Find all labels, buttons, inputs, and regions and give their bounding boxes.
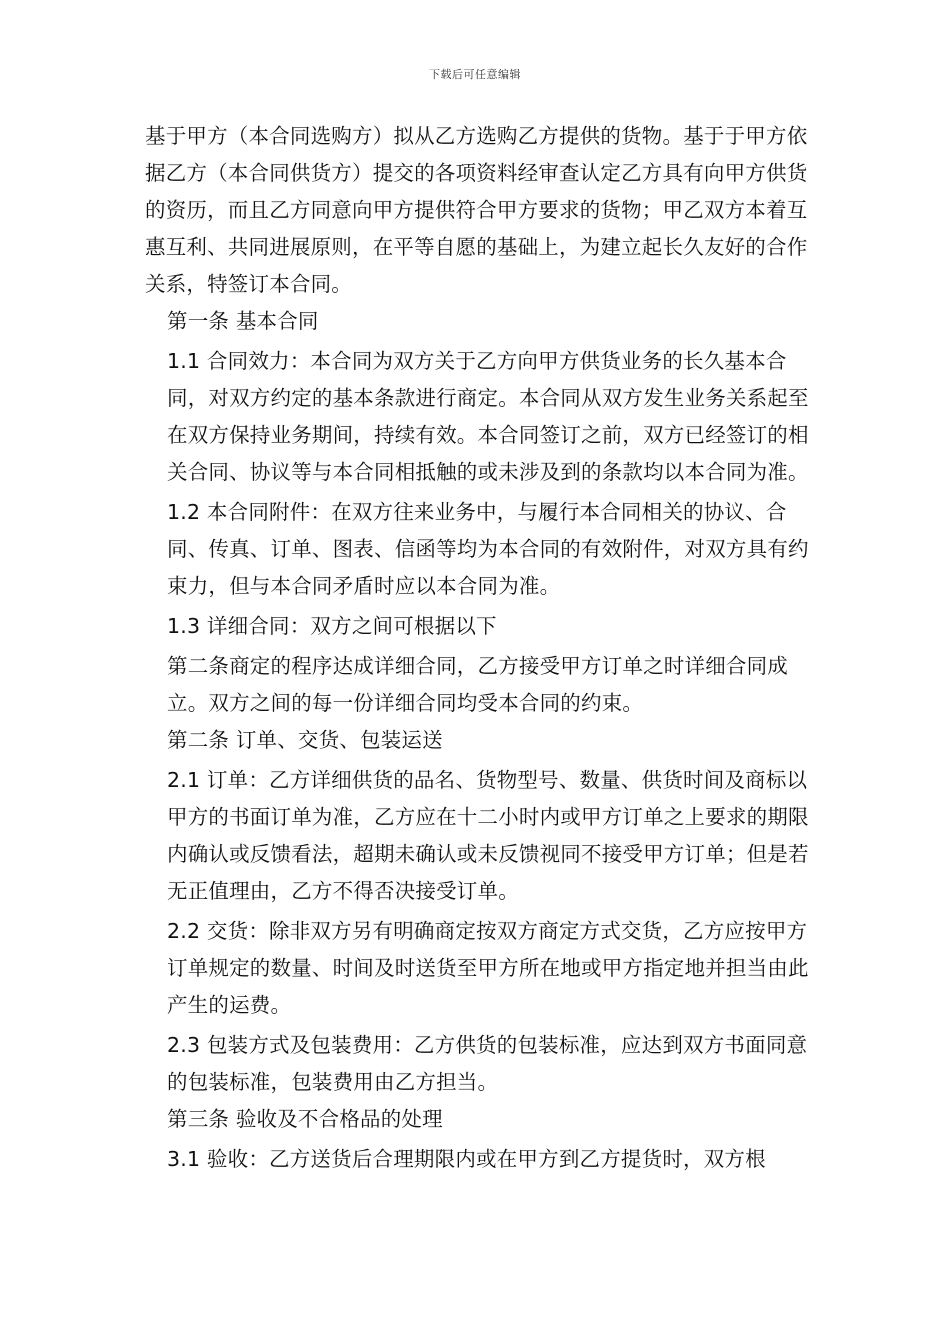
page-header: 下载后可任意编辑 xyxy=(429,68,521,81)
article-2-heading: 第二条 订单、交货、包装运送 xyxy=(167,728,443,752)
clause-2-3-paragraph: 2.3 包装方式及包装费用：乙方供货的包装标准，应达到双方书面同意的包装标准，包装费用由乙方担当。 xyxy=(167,1033,808,1094)
clause-1-2-paragraph: 1.2 本合同附件：在双方往来业务中，与履行本合同相关的协议、合同、传真、订单、图表、信函等均为本合同的有效附件，对双方具有约束力，但与本合同矛盾时应以本合同为准。 xyxy=(167,500,809,598)
intro-paragraph: 基于甲方（本合同选购方）拟从乙方选购乙方提供的货物。基于于甲方依据乙方（本合同供货方）提交的各项资料经审查认定乙方具有向甲方供货的资历，而且乙方同意向甲方提供符合甲方要求的货物；甲乙双方本着互惠互利、共同进展原则，在平等自愿的基础上，为建立起长久友好的合作关系，特签订本合同。 xyxy=(145,124,808,296)
document-body xyxy=(145,118,825,1178)
clause-1-3-paragraph: 1.3 详细合同：双方之间可根据以下 xyxy=(167,614,497,638)
clause-1-1-paragraph: 1.1 合同效力：本合同为双方关于乙方向甲方供货业务的长久基本合同，对双方约定的基本条款进行商定。本合同从双方发生业务关系起至在双方保持业务期间，持续有效。本合同签订之前，双方已经签订的相关合同、协议等与本合同相抵触的或未涉及到的条款均以本合同为准。 xyxy=(167,349,809,484)
article-3-heading: 第三条 验收及不合格品的处理 xyxy=(167,1107,443,1131)
clause-2-1-paragraph: 2.1 订单：乙方详细供货的品名、货物型号、数量、供货时间及商标以甲方的书面订单为准，乙方应在十二小时内或甲方订单之上要求的期限内确认或反馈看法，超期未确认或未反馈视同不接受甲方订单；但是若无正值理由，乙方不得否决接受订单。 xyxy=(167,768,809,903)
clause-1-3-continuation: 第二条商定的程序达成详细合同，乙方接受甲方订单之时详细合同成立。双方之间的每一份详细合同均受本合同的约束。 xyxy=(167,654,788,715)
clause-3-1-paragraph: 3.1 验收：乙方送货后合理期限内或在甲方到乙方提货时，双方根 xyxy=(167,1147,766,1171)
article-1-heading: 第一条 基本合同 xyxy=(167,309,319,333)
clause-2-2-paragraph: 2.2 交货：除非双方另有明确商定按双方商定方式交货，乙方应按甲方订单规定的数量、时间及时送货至甲方所在地或甲方指定地并担当由此产生的运费。 xyxy=(167,919,809,1017)
